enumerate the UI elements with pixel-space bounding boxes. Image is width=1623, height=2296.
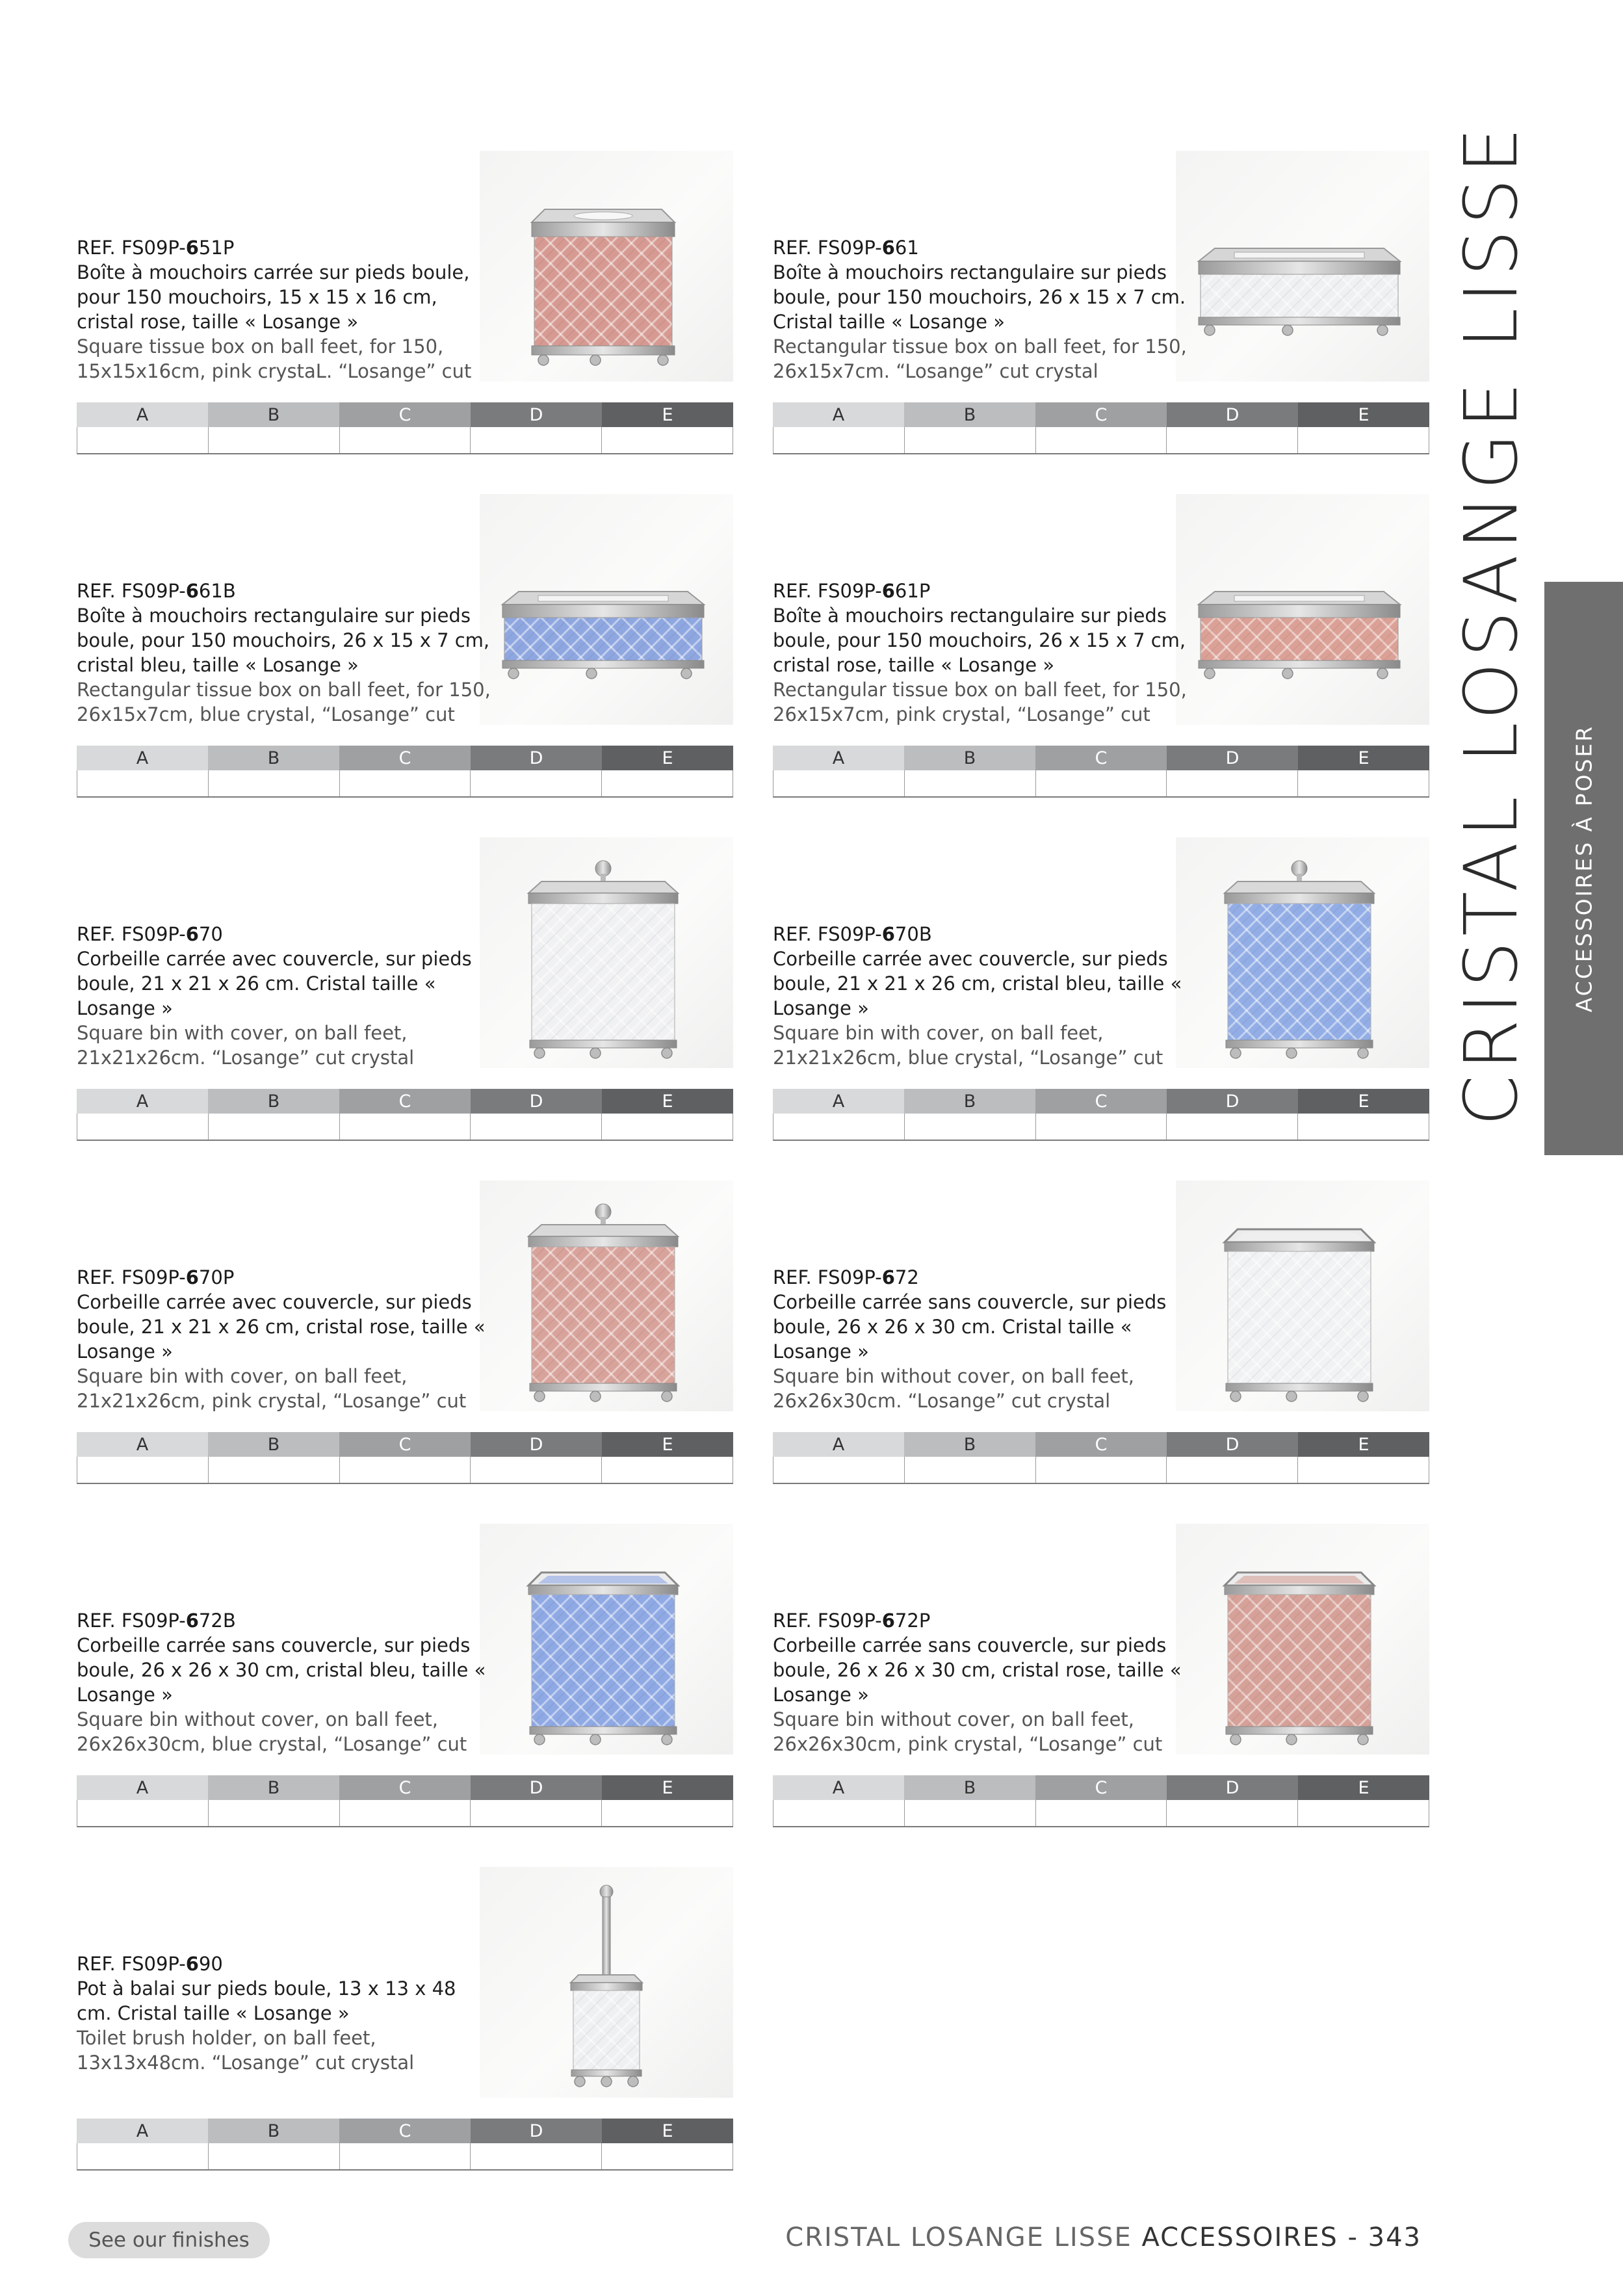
description-fr: Pot à balai sur pieds boule, 13 x 13 x 48 cm. Cristal taille « Losange » <box>77 1977 456 2024</box>
product-ref: REF. FS09P-661P <box>773 580 931 602</box>
finish-header-a: A <box>77 1432 208 1457</box>
finish-grid <box>77 1089 733 1142</box>
finish-header-e: E <box>602 1432 733 1457</box>
product-image <box>480 151 733 382</box>
finish-grid <box>773 1775 1429 1829</box>
product-illustration <box>480 151 733 382</box>
product-text <box>77 579 493 727</box>
product-text <box>77 1265 493 1413</box>
product-card <box>77 151 733 456</box>
description-fr: Corbeille carrée sans couvercle, sur pieds boule, 26 x 26 x 30 cm, cristal bleu, taille « Losange » <box>77 1634 486 1706</box>
product-illustration <box>1176 494 1429 725</box>
finish-cell-b <box>209 1457 340 1483</box>
finish-cell-e <box>602 770 733 796</box>
finish-header-c: C <box>339 1775 471 1800</box>
description-fr: Boîte à mouchoirs rectangulaire sur pieds boule, pour 150 mouchoirs, 26 x 15 x 7 cm, cristal bleu, taille « Losange » <box>77 605 490 676</box>
product-illustration <box>1176 837 1429 1068</box>
finish-cell-a <box>773 427 905 453</box>
finish-grid-header <box>773 746 1429 770</box>
finish-header-d: D <box>1167 402 1298 427</box>
finish-cell-b <box>209 2143 340 2169</box>
finish-header-d: D <box>1167 1089 1298 1114</box>
description-en: Square bin without cover, on ball feet, 26x26x30cm, blue crystal, “Losange” cut <box>77 1708 467 1755</box>
description-en: Toilet brush holder, on ball feet, 13x13x48cm. “Losange” cut crystal <box>77 2027 415 2074</box>
finish-header-a: A <box>773 1775 904 1800</box>
finish-grid-header <box>77 746 733 770</box>
product-ref: REF. FS09P-672 <box>773 1266 919 1288</box>
description-fr: Corbeille carrée avec couvercle, sur pieds boule, 21 x 21 x 26 cm. Cristal taille « Losange » <box>77 948 472 1019</box>
finish-header-e: E <box>602 1775 733 1800</box>
finish-grid-row <box>77 1457 733 1484</box>
product-image <box>1176 1181 1429 1411</box>
product-text <box>77 922 493 1070</box>
finish-cell-b <box>905 1800 1036 1826</box>
finish-cell-c <box>340 1800 471 1826</box>
finish-grid-row <box>773 427 1429 454</box>
finish-header-c: C <box>1035 402 1167 427</box>
product-card <box>77 1867 733 2172</box>
finish-grid-header <box>77 1089 733 1114</box>
finish-cell-b <box>905 770 1036 796</box>
finish-header-c: C <box>1035 746 1167 770</box>
product-ref: REF. FS09P-670 <box>77 923 223 945</box>
product-illustration <box>480 1181 733 1411</box>
product-illustration <box>480 1524 733 1755</box>
finish-cell-d <box>471 2143 602 2169</box>
finish-header-a: A <box>77 2119 208 2143</box>
finish-header-b: B <box>208 402 339 427</box>
description-en: Square bin with cover, on ball feet, 21x21x26cm, pink crystal, “Losange” cut <box>77 1365 467 1412</box>
product-illustration <box>480 1867 733 2098</box>
page-footer <box>785 2223 1422 2252</box>
finish-cell-b <box>905 1457 1036 1483</box>
product-image <box>1176 837 1429 1068</box>
product-card <box>77 1181 733 1486</box>
product-text <box>773 1265 1189 1413</box>
finish-header-b: B <box>904 1775 1035 1800</box>
description-en: Square bin without cover, on ball feet, 26x26x30cm. “Losange” cut crystal <box>773 1365 1134 1412</box>
finish-header-c: C <box>339 1432 471 1457</box>
finish-grid-header <box>77 2119 733 2143</box>
finish-cell-c <box>1036 1114 1167 1140</box>
product-image <box>480 1867 733 2098</box>
finish-cell-d <box>1167 770 1298 796</box>
finish-header-e: E <box>1298 1089 1429 1114</box>
finish-header-a: A <box>77 1089 208 1114</box>
finish-cell-e <box>1298 1457 1429 1483</box>
finish-cell-d <box>471 1800 602 1826</box>
product-illustration <box>1176 1524 1429 1755</box>
finish-grid-header <box>773 1089 1429 1114</box>
finish-cell-e <box>602 2143 733 2169</box>
description-en: Square tissue box on ball feet, for 150, 15x15x16cm, pink crystaL. “Losange” cut <box>77 335 472 382</box>
description-fr: Boîte à mouchoirs rectangulaire sur pieds boule, pour 150 mouchoirs, 26 x 15 x 7 cm. Cristal taille « Losange » <box>773 261 1186 333</box>
product-card <box>77 1524 733 1829</box>
description-fr: Boîte à mouchoirs carrée sur pieds boule, pour 150 mouchoirs, 15 x 15 x 16 cm, cristal rose, taille « Losange » <box>77 261 470 333</box>
finish-cell-c <box>1036 1457 1167 1483</box>
finish-header-e: E <box>602 2119 733 2143</box>
description-en: Rectangular tissue box on ball feet, for 150, 26x15x7cm. “Losange” cut crystal <box>773 335 1187 382</box>
finish-cell-d <box>471 1457 602 1483</box>
see-finishes-button[interactable]: See our finishes <box>68 2222 270 2258</box>
finish-grid-row <box>773 1457 1429 1484</box>
product-card <box>773 1181 1429 1486</box>
finish-cell-b <box>209 770 340 796</box>
finish-header-e: E <box>602 402 733 427</box>
finish-header-b: B <box>904 402 1035 427</box>
finish-cell-d <box>1167 1800 1298 1826</box>
finish-header-a: A <box>773 1089 904 1114</box>
finish-grid <box>773 1089 1429 1142</box>
finish-cell-c <box>340 1457 471 1483</box>
finish-grid <box>77 746 733 799</box>
description-fr: Corbeille carrée avec couvercle, sur pieds boule, 21 x 21 x 26 cm, cristal rose, taille « Losange » <box>77 1291 486 1363</box>
product-text <box>773 922 1189 1070</box>
finish-header-a: A <box>773 746 904 770</box>
finish-grid-header <box>773 402 1429 427</box>
description-fr: Corbeille carrée avec couvercle, sur pieds boule, 21 x 21 x 26 cm, cristal bleu, taille « Losange » <box>773 948 1182 1019</box>
finish-header-c: C <box>339 402 471 427</box>
finish-header-e: E <box>1298 402 1429 427</box>
product-image <box>480 494 733 725</box>
description-en: Rectangular tissue box on ball feet, for 150, 26x15x7cm, pink crystal, “Losange” cut <box>773 679 1187 725</box>
finish-header-d: D <box>471 1089 602 1114</box>
product-text <box>77 1951 493 2075</box>
finish-header-d: D <box>471 746 602 770</box>
finish-header-a: A <box>77 746 208 770</box>
product-card <box>773 1524 1429 1829</box>
product-image <box>1176 1524 1429 1755</box>
product-text <box>773 235 1189 384</box>
finish-cell-b <box>209 1114 340 1140</box>
footer-separator: - <box>1347 2223 1358 2252</box>
product-card <box>773 837 1429 1143</box>
finish-header-b: B <box>208 746 339 770</box>
description-en: Square bin with cover, on ball feet, 21x21x26cm, blue crystal, “Losange” cut <box>773 1022 1163 1069</box>
finish-header-e: E <box>602 1089 733 1114</box>
finish-header-e: E <box>602 746 733 770</box>
finish-header-d: D <box>471 1432 602 1457</box>
finish-cell-c <box>1036 770 1167 796</box>
finish-cell-d <box>471 427 602 453</box>
finish-grid <box>77 2119 733 2172</box>
product-image <box>1176 151 1429 382</box>
finish-cell-a <box>77 1114 209 1140</box>
product-illustration <box>1176 151 1429 382</box>
finish-header-d: D <box>1167 1775 1298 1800</box>
description-fr: Corbeille carrée sans couvercle, sur pieds boule, 26 x 26 x 30 cm, cristal rose, taille « Losange » <box>773 1634 1182 1706</box>
finish-grid <box>773 1432 1429 1485</box>
description-en: Square bin with cover, on ball feet, 21x21x26cm. “Losange” cut crystal <box>77 1022 415 1069</box>
finish-cell-e <box>1298 770 1429 796</box>
finish-cell-d <box>1167 1114 1298 1140</box>
description-en: Square bin without cover, on ball feet, 26x26x30cm, pink crystal, “Losange” cut <box>773 1708 1163 1755</box>
finish-header-b: B <box>904 1089 1035 1114</box>
finish-cell-e <box>1298 1800 1429 1826</box>
product-card <box>773 494 1429 800</box>
finish-grid <box>773 746 1429 799</box>
section-tab-label: ACCESSOIRES À POSER <box>1571 724 1596 1013</box>
finish-header-c: C <box>1035 1775 1167 1800</box>
finish-grid-row <box>773 1800 1429 1827</box>
finish-header-a: A <box>773 402 904 427</box>
footer-series: CRISTAL LOSANGE LISSE <box>785 2223 1132 2252</box>
page-number: 343 <box>1368 2223 1422 2252</box>
finish-header-a: A <box>77 1775 208 1800</box>
finish-cell-c <box>340 770 471 796</box>
finish-header-e: E <box>1298 746 1429 770</box>
product-ref: REF. FS09P-661B <box>77 580 236 602</box>
finish-header-d: D <box>471 402 602 427</box>
finish-header-d: D <box>471 1775 602 1800</box>
description-en: Rectangular tissue box on ball feet, for 150, 26x15x7cm, blue crystal, “Losange” cut <box>77 679 491 725</box>
finish-grid-header <box>773 1775 1429 1800</box>
finish-header-e: E <box>1298 1432 1429 1457</box>
product-illustration <box>1176 1181 1429 1411</box>
finish-header-a: A <box>773 1432 904 1457</box>
finish-grid <box>77 1775 733 1829</box>
finish-grid-row <box>77 770 733 798</box>
product-card <box>77 494 733 800</box>
finish-header-a: A <box>77 402 208 427</box>
finish-cell-a <box>77 1800 209 1826</box>
finish-header-d: D <box>471 2119 602 2143</box>
finish-header-d: D <box>1167 1432 1298 1457</box>
finish-grid-row <box>773 1114 1429 1141</box>
collection-title <box>1449 122 1534 1127</box>
section-tab[interactable] <box>1544 582 1623 1155</box>
product-illustration <box>480 494 733 725</box>
finish-cell-e <box>1298 427 1429 453</box>
finish-cell-a <box>77 1457 209 1483</box>
product-ref: REF. FS09P-651P <box>77 237 235 259</box>
finish-cell-c <box>340 427 471 453</box>
finish-cell-c <box>340 1114 471 1140</box>
description-fr: Corbeille carrée sans couvercle, sur pieds boule, 26 x 26 x 30 cm. Cristal taille « Losange » <box>773 1291 1167 1363</box>
description-fr: Boîte à mouchoirs rectangulaire sur pieds boule, pour 150 mouchoirs, 26 x 15 x 7 cm, cristal rose, taille « Losange » <box>773 605 1186 676</box>
finish-cell-a <box>77 770 209 796</box>
product-ref: REF. FS09P-661 <box>773 237 919 259</box>
finish-cell-a <box>77 427 209 453</box>
product-ref: REF. FS09P-670P <box>77 1266 235 1288</box>
finish-grid-row <box>77 2143 733 2171</box>
finish-cell-a <box>773 1114 905 1140</box>
finish-cell-d <box>471 1114 602 1140</box>
finish-cell-e <box>1298 1114 1429 1140</box>
finish-header-e: E <box>1298 1775 1429 1800</box>
finish-header-b: B <box>904 1432 1035 1457</box>
product-text <box>773 1608 1189 1756</box>
product-image <box>1176 494 1429 725</box>
finish-cell-b <box>905 1114 1036 1140</box>
product-text <box>77 1608 493 1756</box>
finish-cell-c <box>340 2143 471 2169</box>
finish-header-c: C <box>339 746 471 770</box>
product-ref: REF. FS09P-670B <box>773 923 932 945</box>
product-image <box>480 1181 733 1411</box>
finish-cell-b <box>209 427 340 453</box>
finish-header-b: B <box>208 2119 339 2143</box>
product-card <box>773 151 1429 456</box>
finish-cell-a <box>773 1457 905 1483</box>
finish-cell-d <box>471 770 602 796</box>
finish-header-c: C <box>1035 1089 1167 1114</box>
product-ref: REF. FS09P-690 <box>77 1953 223 1975</box>
product-text <box>773 579 1189 727</box>
product-ref: REF. FS09P-672P <box>773 1610 931 1632</box>
finish-grid-header <box>773 1432 1429 1457</box>
finish-header-b: B <box>208 1089 339 1114</box>
finish-header-c: C <box>339 1089 471 1114</box>
finish-header-b: B <box>208 1775 339 1800</box>
finish-cell-a <box>77 2143 209 2169</box>
product-text <box>77 235 493 384</box>
finish-grid-row <box>77 427 733 454</box>
product-card <box>77 837 733 1143</box>
finish-grid-header <box>77 1775 733 1800</box>
finish-cell-b <box>209 1800 340 1826</box>
finish-cell-a <box>773 770 905 796</box>
finish-header-c: C <box>1035 1432 1167 1457</box>
finish-header-c: C <box>339 2119 471 2143</box>
finish-cell-c <box>1036 1800 1167 1826</box>
finish-grid <box>77 402 733 456</box>
footer-section: ACCESSOIRES <box>1141 2223 1338 2252</box>
finish-grid-row <box>773 770 1429 798</box>
finish-grid-row <box>77 1114 733 1141</box>
finish-grid-header <box>77 1432 733 1457</box>
finish-cell-b <box>905 427 1036 453</box>
finish-cell-e <box>602 1800 733 1826</box>
product-image <box>480 837 733 1068</box>
finish-cell-c <box>1036 427 1167 453</box>
finish-grid-row <box>77 1800 733 1827</box>
finish-cell-d <box>1167 1457 1298 1483</box>
finish-grid <box>773 402 1429 456</box>
finish-header-b: B <box>208 1432 339 1457</box>
finish-grid-header <box>77 402 733 427</box>
product-ref: REF. FS09P-672B <box>77 1610 236 1632</box>
finish-header-b: B <box>904 746 1035 770</box>
finish-cell-d <box>1167 427 1298 453</box>
finish-cell-a <box>773 1800 905 1826</box>
finish-cell-e <box>602 1114 733 1140</box>
finish-cell-e <box>602 1457 733 1483</box>
finish-grid <box>77 1432 733 1485</box>
finish-cell-e <box>602 427 733 453</box>
product-image <box>480 1524 733 1755</box>
collection-title-text: CRISTAL LOSANGE LISSE <box>1449 122 1534 1127</box>
finish-header-d: D <box>1167 746 1298 770</box>
product-illustration <box>480 837 733 1068</box>
